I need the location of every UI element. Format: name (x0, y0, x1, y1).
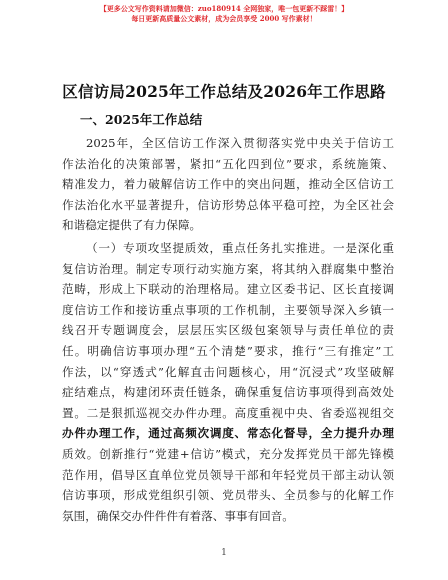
text-line: 范畴，形成上下联动的治理格局。建立区委书记、区长直接调 (62, 282, 394, 297)
text-line: 作法，以“穿透式”化解直击问题核心，用“沉浸式”攻坚破解 (62, 364, 394, 379)
text-line: 质效。创新推行“党建+信访”模式，充分发挥党员干部先锋模 (62, 446, 394, 461)
text-line: 范作用，倡导区直单位党员领导干部和年轻党员干部主动认领 (62, 467, 394, 482)
header-banner (0, 4, 448, 24)
text-line: （一）专项攻坚提质效，重点任务扎实推进。一是深化重 (86, 241, 394, 255)
text-line: 症结难点，构建闭环责任链条，确保重复信访事项得到高效处 (62, 385, 394, 400)
section-heading-1: 一、2025年工作总结 (80, 112, 203, 127)
text-line: 2025年，全区信访工作深入贯彻落实党中央关于信访工 (86, 136, 394, 150)
text-line: 氛围，确保交办件件件有着落、事事有回音。 (62, 508, 294, 523)
text-line: 作法治化的决策部署，紧扣“五化四到位”要求，系统施策、 (62, 156, 394, 171)
text-line: 信访事项，形成党组织引领、党员带头、全员参与的化解工作 (62, 488, 394, 503)
text-line: 作法治化水平显著提升，信访形势总体平稳可控，为全区社会 (62, 197, 394, 212)
paragraph-2 (62, 238, 394, 526)
document-title: 区信访局2025年工作总结及2026年工作思路 (62, 82, 386, 101)
text-line: 度信访工作和接访重点事项的工作机制，主要领导深入乡镇一 (62, 302, 394, 317)
text-line: 线召开专题调度会，层层压实区级包案领导与责任单位的责 (62, 323, 394, 338)
banner-line-1: 【更多公文写作资料请加微信：zuo180914 全网独家，唯一包更新不踩雷！】 (99, 4, 349, 13)
page-number: 1 (221, 548, 227, 558)
text-line: 和谐稳定提供了有力保障。 (62, 218, 202, 233)
text-line: 办件办理工作，通过高频次调度、常态化督导，全力提升办理 (62, 426, 394, 441)
text-line: 复信访治理。制定专项行动实施方案，将其纳入群腐集中整治 (62, 261, 394, 276)
text-line: 任。明确信访事项办理“五个清楚”要求，推行“三有推定”工 (62, 343, 394, 358)
paragraph-1 (62, 133, 394, 236)
text-line: 精准发力，着力破解信访工作中的突出问题，推动全区信访工 (62, 177, 394, 192)
banner-line-2: 每日更新高质量公文素材，成为会员享受 2000 写作素材！ (131, 14, 317, 23)
text-line: 置。二是狠抓巡视交办件办理。高度重视中央、省委巡视组交 (62, 405, 394, 420)
